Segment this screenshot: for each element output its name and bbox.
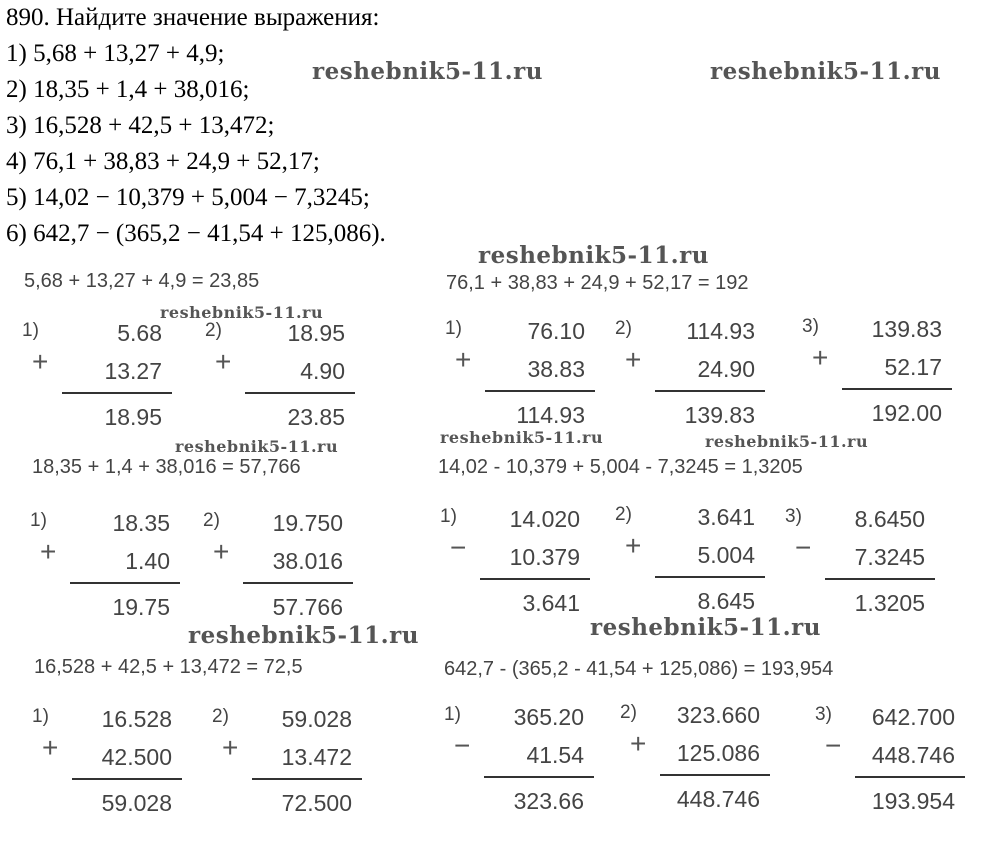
operand-a: 642.700 — [871, 704, 955, 730]
step-result: 193.954 — [871, 788, 955, 814]
step-result: 1.3205 — [854, 590, 925, 616]
step-label: 1) — [32, 706, 49, 727]
step-label: 2) — [615, 318, 632, 339]
step-label: 1) — [440, 506, 457, 527]
operand-b: 1.40 — [125, 548, 170, 574]
column-calculation — [30, 510, 180, 630]
watermark: reshebnik5-11.ru — [478, 242, 709, 269]
step-result: 192.00 — [871, 400, 942, 426]
sum-line — [62, 392, 172, 394]
column-calculation — [32, 706, 182, 826]
operand-b: 7.3245 — [854, 544, 925, 570]
operator-sign: + — [222, 732, 239, 763]
sum-line — [245, 392, 355, 394]
operand-b: 52.17 — [884, 354, 942, 380]
step-result: 57.766 — [272, 594, 343, 620]
operand-b: 41.54 — [526, 742, 584, 768]
operand-b: 13.472 — [281, 744, 352, 770]
step-result: 114.93 — [516, 402, 585, 428]
problem-item-5: 5) 14,02 − 10,379 + 5,004 − 7,3245; — [6, 184, 370, 211]
step-label: 2) — [620, 702, 637, 723]
sum-line — [655, 390, 765, 392]
watermark: reshebnik5-11.ru — [188, 622, 419, 649]
operand-b: 13.27 — [104, 358, 162, 384]
operand-a: 139.83 — [871, 316, 942, 342]
problem-title: 890. Найдите значение выражения: — [6, 4, 380, 31]
operand-b: 24.90 — [697, 356, 755, 382]
sum-line — [842, 388, 952, 390]
solution-expression: 76,1 + 38,83 + 24,9 + 52,17 = 192 — [446, 272, 749, 294]
operand-a: 114.93 — [686, 318, 755, 344]
step-result: 448.746 — [676, 786, 760, 812]
operand-a: 18.95 — [287, 320, 345, 346]
step-result: 3.641 — [522, 590, 580, 616]
step-label: 2) — [205, 320, 222, 341]
step-result: 59.028 — [101, 790, 172, 816]
step-label: 3) — [815, 704, 832, 725]
step-result: 8.645 — [697, 588, 755, 614]
step-label: 1) — [22, 320, 39, 341]
operator-sign: + — [40, 536, 57, 567]
operator-sign: + — [42, 732, 59, 763]
solution-expression: 18,35 + 1,4 + 38,016 = 57,766 — [32, 456, 301, 478]
column-calculation — [205, 320, 355, 440]
step-result: 323.66 — [513, 788, 584, 814]
operand-b: 448.746 — [871, 742, 955, 768]
operator-sign: + — [812, 342, 829, 373]
sum-line — [655, 576, 765, 578]
operand-a: 16.528 — [101, 706, 172, 732]
watermark: reshebnik5-11.ru — [590, 614, 821, 641]
operator-sign: + — [215, 346, 232, 377]
operand-a: 76.10 — [527, 318, 585, 344]
step-label: 2) — [212, 706, 229, 727]
column-calculation — [620, 702, 770, 822]
step-label: 2) — [615, 504, 632, 525]
step-result: 72.500 — [281, 790, 352, 816]
operator-sign: − — [450, 532, 467, 563]
operand-a: 14.020 — [509, 506, 580, 532]
sum-line — [855, 776, 965, 778]
step-label: 1) — [30, 510, 47, 531]
step-result: 19.75 — [112, 594, 170, 620]
operator-sign: + — [32, 346, 49, 377]
step-label: 3) — [785, 506, 802, 527]
operand-b: 42.500 — [101, 744, 172, 770]
watermark: reshebnik5-11.ru — [440, 428, 604, 447]
sum-line — [825, 578, 935, 580]
sum-line — [485, 390, 595, 392]
sum-line — [72, 778, 182, 780]
operator-sign: + — [625, 530, 642, 561]
problem-item-3: 3) 16,528 + 42,5 + 13,472; — [6, 112, 275, 139]
column-calculation — [22, 320, 172, 440]
watermark: reshebnik5-11.ru — [160, 303, 324, 322]
column-calculation — [212, 706, 362, 826]
column-calculation — [444, 704, 594, 824]
step-label: 2) — [203, 510, 220, 531]
problem-item-2: 2) 18,35 + 1,4 + 38,016; — [6, 76, 250, 103]
step-label: 1) — [444, 704, 461, 725]
operand-b: 4.90 — [300, 358, 345, 384]
operator-sign: + — [455, 344, 472, 375]
operand-a: 5.68 — [117, 320, 162, 346]
column-calculation — [802, 316, 952, 436]
operand-a: 18.35 — [112, 510, 170, 536]
problem-item-6: 6) 642,7 − (365,2 − 41,54 + 125,086). — [6, 220, 386, 247]
operand-a: 8.6450 — [854, 506, 925, 532]
operand-b: 38.83 — [527, 356, 585, 382]
column-calculation — [445, 318, 595, 438]
watermark: reshebnik5-11.ru — [312, 58, 543, 85]
column-calculation — [785, 506, 935, 626]
problem-item-4: 4) 76,1 + 38,83 + 24,9 + 52,17; — [6, 148, 320, 175]
sum-line — [70, 582, 180, 584]
watermark: reshebnik5-11.ru — [705, 432, 869, 451]
step-result: 23.85 — [287, 404, 345, 430]
step-result: 18.95 — [104, 404, 162, 430]
operand-b: 5.004 — [697, 542, 755, 568]
solution-expression: 14,02 - 10,379 + 5,004 - 7,3245 = 1,3205 — [438, 456, 803, 478]
operator-sign: + — [630, 728, 647, 759]
operator-sign: − — [795, 532, 812, 563]
sum-line — [243, 582, 353, 584]
step-result: 139.83 — [684, 402, 755, 428]
solution-expression: 16,528 + 42,5 + 13,472 = 72,5 — [34, 656, 303, 678]
operand-a: 19.750 — [272, 510, 343, 536]
problem-item-1: 1) 5,68 + 13,27 + 4,9; — [6, 40, 225, 67]
watermark: reshebnik5-11.ru — [710, 58, 941, 85]
sum-line — [252, 778, 362, 780]
sum-line — [660, 774, 770, 776]
watermark: reshebnik5-11.ru — [175, 437, 339, 456]
sum-line — [480, 578, 590, 580]
operand-a: 365.20 — [513, 704, 584, 730]
operator-sign: − — [454, 730, 471, 761]
operator-sign: − — [825, 730, 842, 761]
operator-sign: + — [625, 344, 642, 375]
column-calculation — [815, 704, 965, 824]
solution-expression: 642,7 - (365,2 - 41,54 + 125,086) = 193,954 — [444, 658, 834, 680]
column-calculation — [615, 504, 765, 624]
operand-b: 125.086 — [676, 740, 760, 766]
column-calculation — [440, 506, 590, 626]
operand-a: 59.028 — [281, 706, 352, 732]
operand-a: 323.660 — [676, 702, 760, 728]
column-calculation — [615, 318, 765, 438]
operand-b: 38.016 — [272, 548, 343, 574]
operand-b: 10.379 — [509, 544, 580, 570]
step-label: 3) — [802, 316, 819, 337]
solution-expression: 5,68 + 13,27 + 4,9 = 23,85 — [24, 270, 260, 292]
step-label: 1) — [445, 318, 462, 339]
operand-a: 3.641 — [697, 504, 755, 530]
sum-line — [484, 776, 594, 778]
operator-sign: + — [213, 536, 230, 567]
column-calculation — [203, 510, 353, 630]
